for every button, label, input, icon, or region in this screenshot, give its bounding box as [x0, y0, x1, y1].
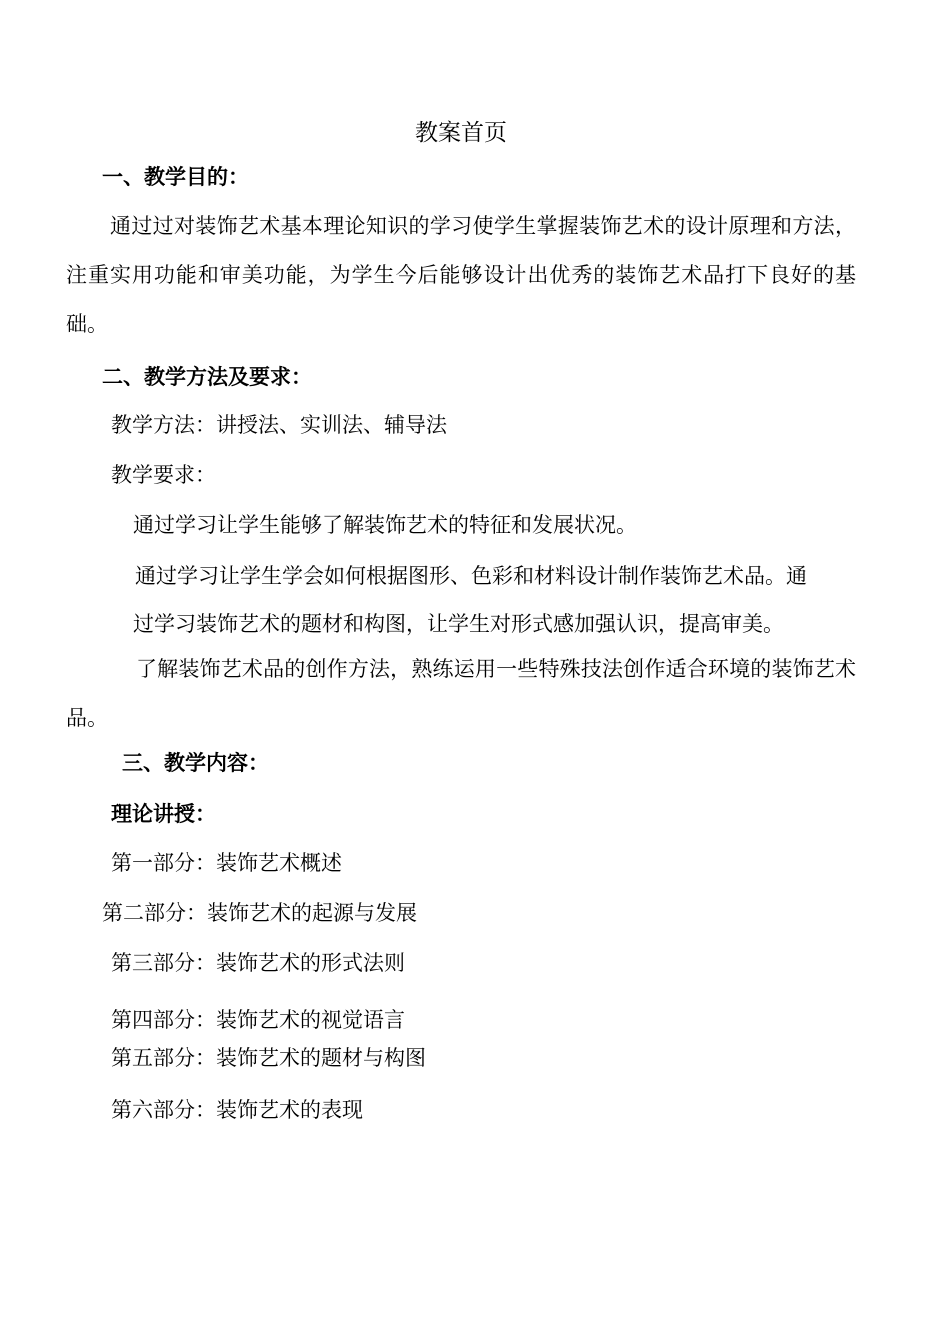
content-part-3: 第三部分：装饰艺术的形式法则	[111, 951, 405, 975]
content-part-2: 第二部分：装饰艺术的起源与发展	[102, 901, 417, 925]
requirement-item-1: 通过学习让学生能够了解装饰艺术的特征和发展状况。	[133, 513, 637, 537]
requirement-item-2-line-1: 通过学习让学生学会如何根据图形、色彩和材料设计制作装饰艺术品。通	[135, 564, 807, 588]
content-part-5: 第五部分：装饰艺术的题材与构图	[111, 1046, 426, 1070]
section-heading-methods: 二、教学方法及要求：	[102, 365, 312, 389]
requirement-item-3: 了解装饰艺术品的创作方法，熟练运用一些特殊技法创作适合环境的装饰艺术品。	[66, 657, 856, 730]
requirement-item-2-line-2: 过学习装饰艺术的题材和构图，让学生对形式感加强认识，提高审美。	[133, 612, 784, 636]
content-part-4: 第四部分：装饰艺术的视觉语言	[111, 1008, 405, 1032]
content-part-1: 第一部分：装饰艺术概述	[111, 851, 342, 875]
teaching-requirements-label: 教学要求：	[111, 463, 216, 487]
page-title: 教案首页	[415, 120, 507, 146]
theory-lecture-label: 理论讲授：	[111, 802, 216, 826]
objectives-paragraph: 通过过对装饰艺术基本理论知识的学习使学生掌握装饰艺术的设计原理和方法，注重实用功能和审美功能，为学生今后能够设计出优秀的装饰艺术品打下良好的基础。	[66, 214, 856, 336]
content-part-6: 第六部分：装饰艺术的表现	[111, 1098, 363, 1122]
section-heading-content: 三、教学内容：	[122, 751, 269, 775]
section-heading-objectives: 一、教学目的：	[102, 165, 249, 189]
teaching-methods: 教学方法：讲授法、实训法、辅导法	[111, 413, 447, 437]
